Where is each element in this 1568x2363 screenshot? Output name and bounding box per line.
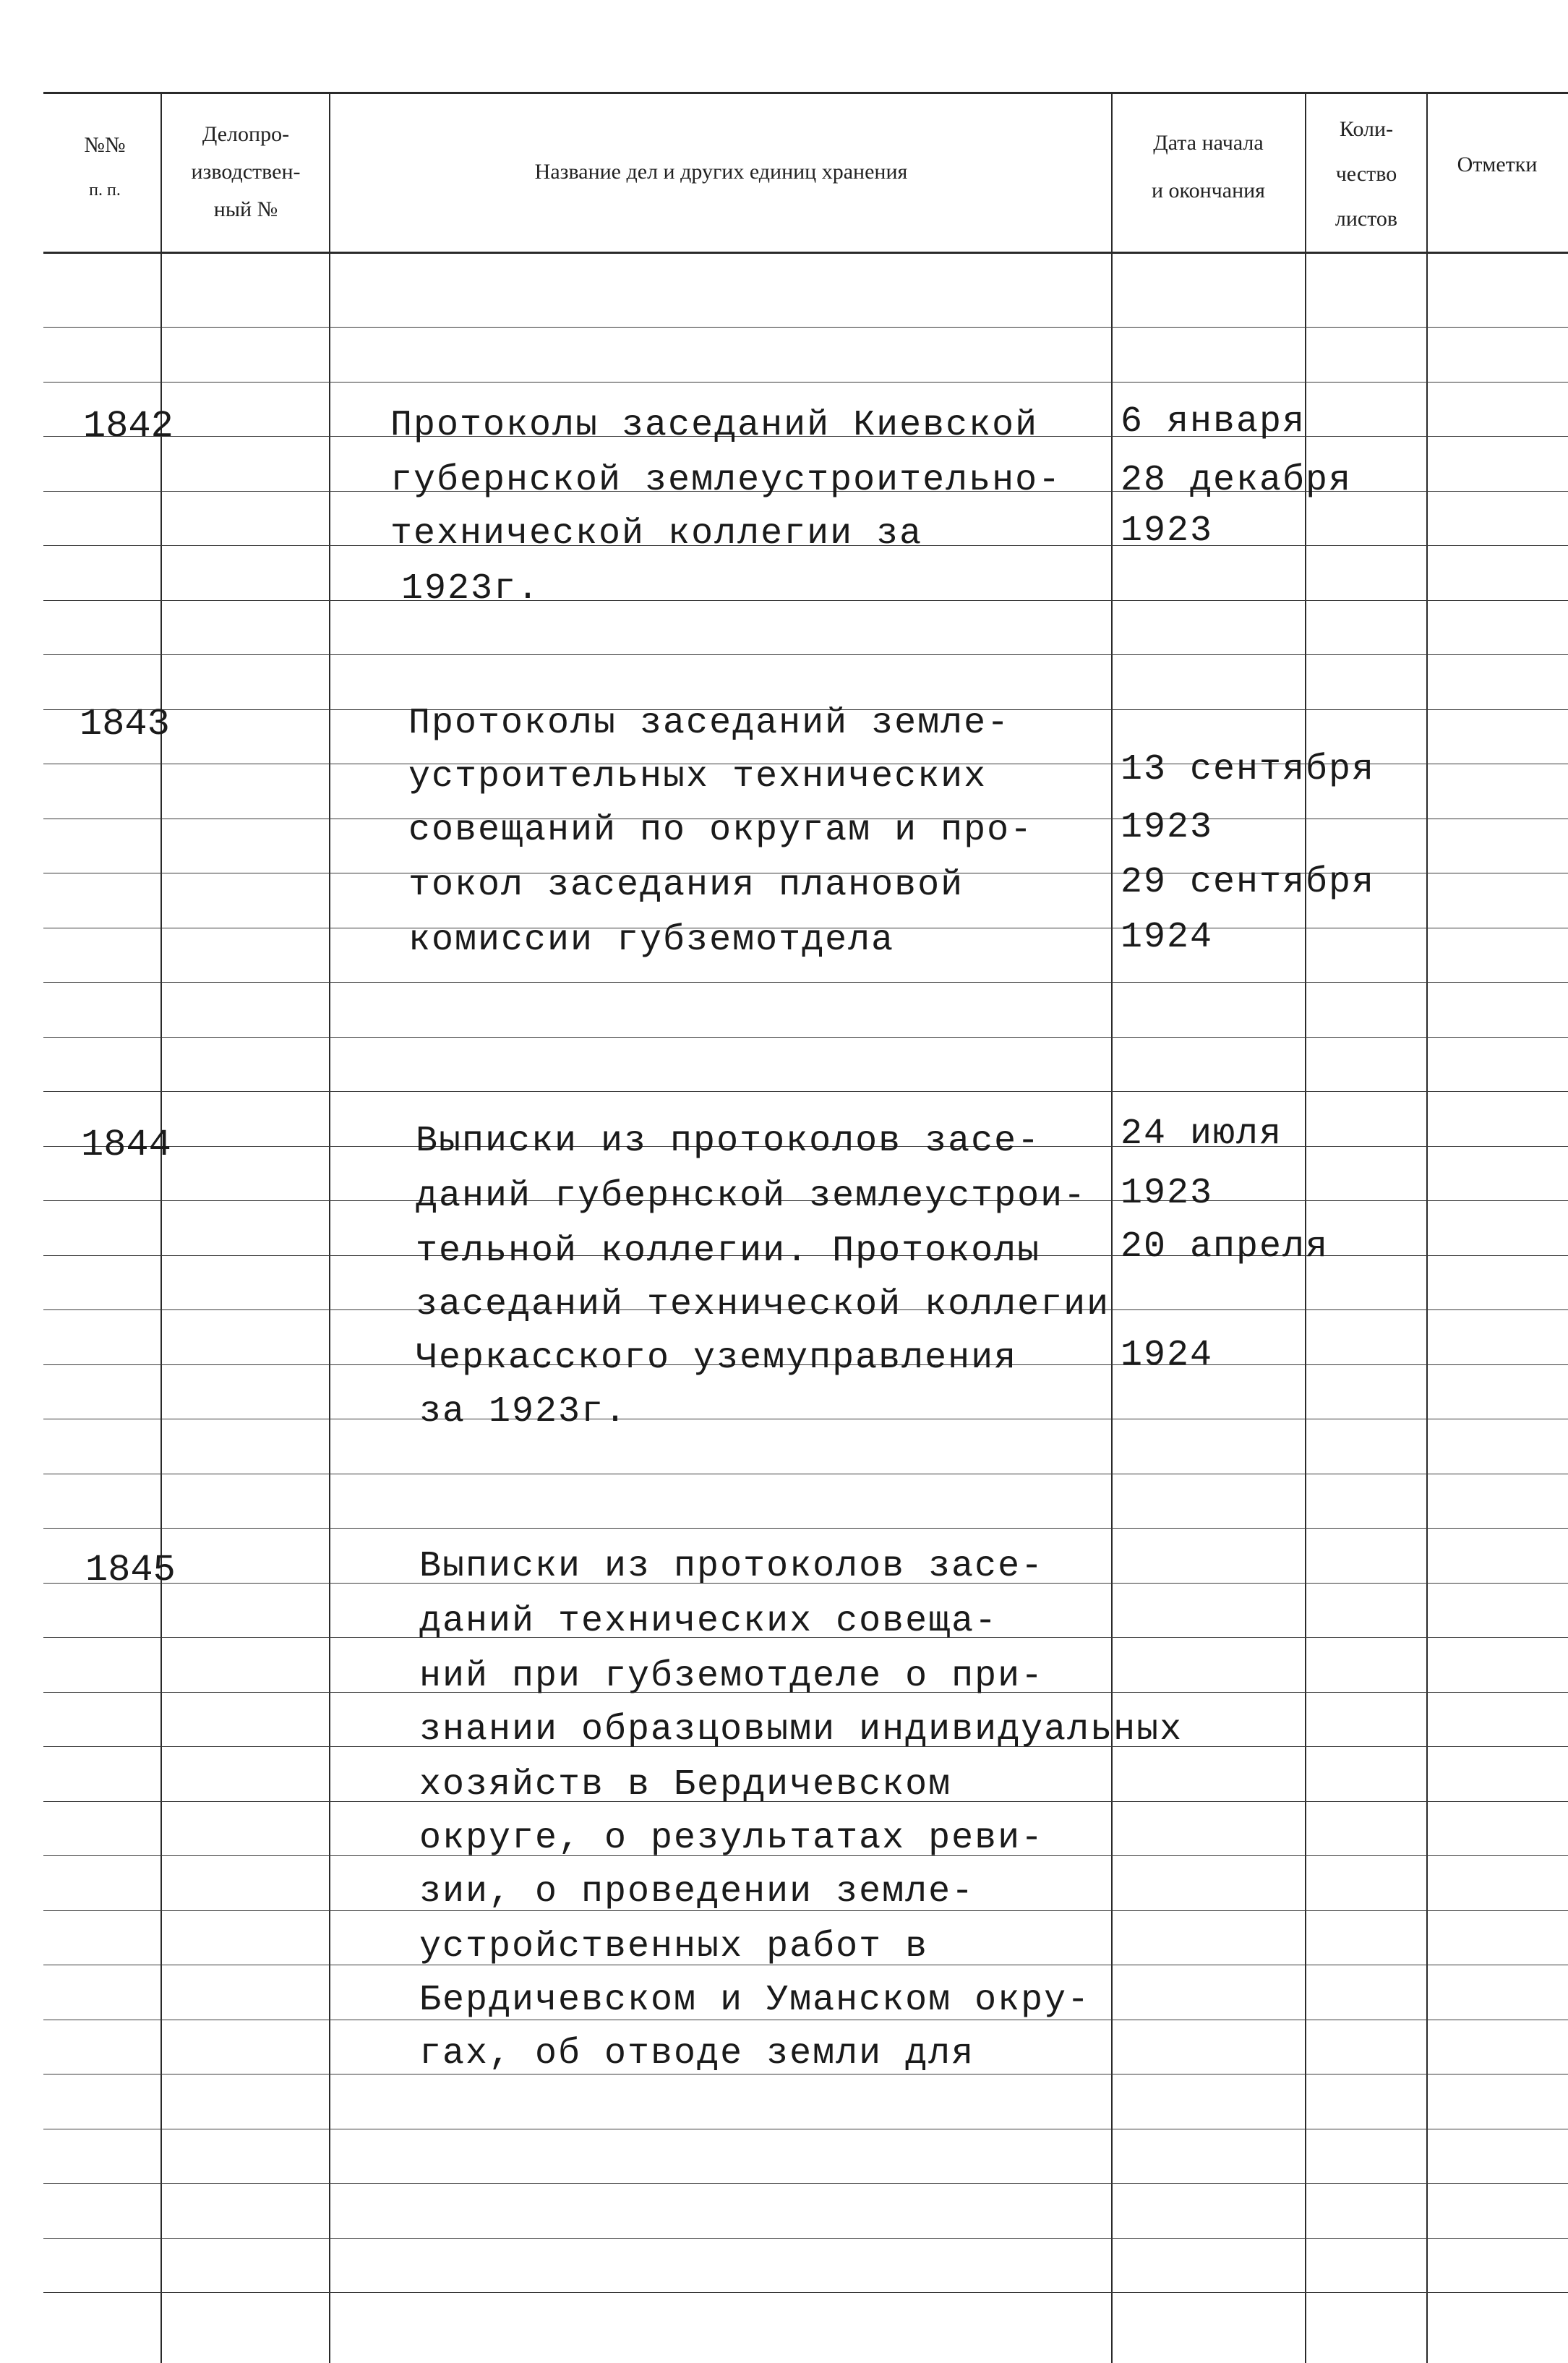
header-sheets [1307, 107, 1426, 242]
title-line: за 1923г. [419, 1391, 628, 1432]
title-line: технической коллегии за [390, 513, 923, 555]
ruled-line [43, 327, 1568, 328]
title-line: губернской землеустроительно- [390, 460, 1062, 501]
ruled-line [43, 654, 1568, 655]
title-line: даний технических совеща- [419, 1601, 998, 1642]
title-line: округе, о результатах реви- [419, 1818, 1045, 1859]
header-dates-line-2: и окончания [1152, 179, 1265, 202]
header-sheets-line-2: чество [1335, 162, 1397, 186]
title-line: Выписки из протоколов засе- [419, 1546, 1045, 1587]
title-line: Протоколы заседаний земле- [408, 703, 1011, 744]
title-line: Протоколы заседаний Киевской [390, 405, 1039, 446]
date-line: 6 января [1121, 401, 1306, 443]
title-line: Бердичевском и Уманском окру- [419, 1980, 1091, 2021]
ruled-line [43, 600, 1568, 601]
header-number-line-1: №№ [84, 133, 126, 157]
title-line: комиссии губземотдела [408, 920, 895, 961]
title-line: зии, о проведении земле- [419, 1871, 975, 1913]
header-bottom-border [43, 252, 1568, 254]
title-line: даний губернской землеустрои- [416, 1176, 1087, 1217]
col-divider-5 [1426, 93, 1428, 2363]
ruled-line [43, 982, 1568, 983]
col-divider-3 [1111, 93, 1113, 2363]
table-top-border [43, 92, 1568, 94]
title-line: знании образцовыми индивидуальных [419, 1709, 1183, 1751]
date-line: 28 декабря [1121, 460, 1353, 501]
ruled-line [43, 1528, 1568, 1529]
ruled-line [43, 2292, 1568, 2293]
title-line: устроительных технических [408, 756, 988, 798]
date-line: 1923 [1121, 1173, 1214, 1214]
header-dates-line-1: Дата начала [1153, 131, 1264, 155]
header-title: Название дел и других единиц хранения [534, 160, 908, 184]
date-line: 24 июля [1121, 1114, 1283, 1155]
title-line: хозяйств в Бердичевском [419, 1764, 952, 1806]
header-number-line-2: п. п. [89, 181, 121, 200]
date-line: 13 сентября [1121, 749, 1376, 790]
date-line: 1924 [1121, 1335, 1214, 1376]
header-office-line-1: Делопро- [202, 122, 290, 146]
record-number: 1845 [85, 1549, 176, 1591]
date-line: 20 апреля [1121, 1226, 1329, 1268]
date-line: 29 сентября [1121, 862, 1376, 903]
title-line: заседаний технической коллегии [416, 1284, 1110, 1325]
ruled-line [43, 2183, 1568, 2184]
record-number: 1843 [80, 703, 170, 745]
record-number: 1844 [81, 1124, 171, 1166]
date-line: 1924 [1121, 917, 1214, 958]
header-sheets-line-3: листов [1334, 207, 1398, 231]
ruled-line [43, 1091, 1568, 1092]
title-line: Выписки из протоколов засе- [416, 1121, 1041, 1162]
ruled-line [43, 1037, 1568, 1038]
header-office-line-2: изводствен- [191, 160, 301, 184]
header-office-number [163, 116, 328, 228]
record-number: 1842 [83, 405, 173, 448]
header-notes: Отметки [1457, 153, 1538, 176]
date-line: 1923 [1121, 807, 1214, 848]
title-line: тельной коллегии. Протоколы [416, 1231, 1041, 1272]
title-line: гах, об отводе земли для [419, 2033, 975, 2074]
header-dates [1113, 119, 1303, 215]
title-line: устройственных работ в [419, 1926, 929, 1967]
ruled-line [43, 382, 1568, 383]
title-line: 1923г. [401, 568, 541, 610]
header-sheets-line-1: Коли- [1339, 117, 1394, 141]
title-line: Черкасского уземуправления [416, 1338, 1018, 1379]
header-number [51, 123, 159, 213]
ruled-line [43, 2238, 1568, 2239]
date-line: 1923 [1121, 510, 1214, 552]
title-line: совещаний по округам и про- [408, 810, 1034, 851]
title-line: токол заседания плановой [408, 865, 964, 906]
title-line: ний при губземотделе о при- [419, 1656, 1045, 1697]
col-divider-2 [329, 93, 330, 2363]
header-office-line-3: ный № [213, 197, 278, 221]
